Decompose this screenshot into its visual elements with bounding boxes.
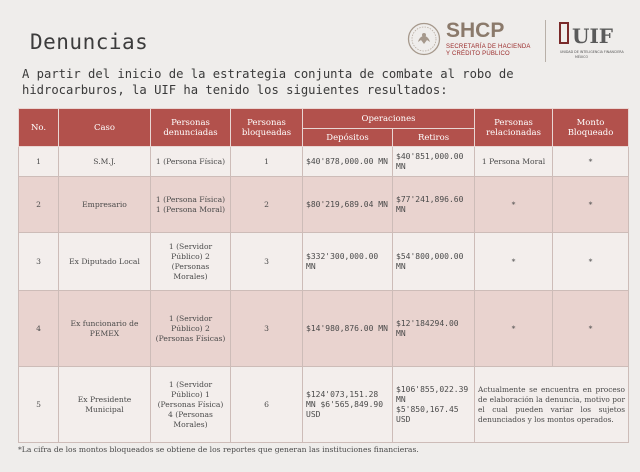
cell-caso: Empresario [59,177,151,233]
cell-relacionadas: * [475,291,553,367]
cell-depositos: $124'073,151.28 MN $6'565,849.90 USD [303,367,393,443]
cell-no: 1 [19,147,59,177]
cell-caso: Ex Diputado Local [59,233,151,291]
shcp-logo-subtitle [446,44,531,58]
cell-monto: * [553,147,629,177]
mexico-seal-icon [407,22,441,56]
uif-subtitle-line: UNIDAD DE INTELIGENCIA FINANCIERA [560,50,624,54]
cell-bloqueadas: 2 [231,177,303,233]
cell-depositos: $40'878,000.00 MN [303,147,393,177]
cell-denunciadas: 1 (Persona Física) 1 (Persona Moral) [151,177,231,233]
cell-monto: * [553,233,629,291]
table-row [19,147,629,177]
denuncias-table [18,108,629,443]
cell-relacionadas: * [475,233,553,291]
cell-retiros: $77'241,896.60 MN [393,177,475,233]
shcp-subtitle-line: SECRETARÍA DE HACIENDA [446,44,531,50]
header-monto-bloqueado: Monto Bloqueado [553,109,629,147]
cell-bloqueadas: 3 [231,291,303,367]
cell-caso: Ex funcionario de PEMEX [59,291,151,367]
cell-retiros: $12'184294.00 MN [393,291,475,367]
uif-subtitle-line: MÉXICO [575,55,589,59]
cell-depositos: $80'219,689.04 MN [303,177,393,233]
cell-no: 4 [19,291,59,367]
cell-retiros: $40'851,000.00 MN [393,147,475,177]
shcp-subtitle-line: Y CRÉDITO PÚBLICO [446,51,510,57]
cell-relacionadas: * [475,177,553,233]
cell-bloqueadas: 3 [231,233,303,291]
table-row [19,233,629,291]
cell-caso: S.M.J. [59,147,151,177]
cell-relacionadas: 1 Persona Moral [475,147,553,177]
cell-no: 5 [19,367,59,443]
cell-no: 3 [19,233,59,291]
table-row [19,291,629,367]
header-depositos: Depósitos [303,129,393,147]
cell-caso: Ex Presidente Municipal [59,367,151,443]
cell-monto: * [553,291,629,367]
table-row [19,367,629,443]
uif-logo-text: UIF [572,24,613,48]
cell-retiros: $54'800,000.00 MN [393,233,475,291]
cell-depositos: $332'300,000.00 MN [303,233,393,291]
cell-denunciadas: 1 (Persona Física) [151,147,231,177]
uif-logo [555,18,624,62]
cell-denunciadas: 1 (Servidor Público) 2 (Personas Morales) [151,233,231,291]
header-no: No. [19,109,59,147]
cell-denunciadas: 1 (Servidor Público) 2 (Personas Físicas) [151,291,231,367]
intro-paragraph: A partir del inicio de la estrategia conjunta de combate al robo de hidrocarburos, la UIF ha tenido los siguientes resultados: [22,67,514,97]
footnote: *La cifra de los montos bloqueados se obtiene de los reportes que generan las instituciones financieras. [18,445,419,454]
header-retiros: Retiros [393,129,475,147]
header-personas-denunciadas: Personas denunciadas [151,109,231,147]
cell-bloqueadas: 6 [231,367,303,443]
cell-no: 2 [19,177,59,233]
cell-retiros: $106'855,022.39 MN $5'850,167.45 USD [393,367,475,443]
header-caso: Caso [59,109,151,147]
header-personas-bloqueadas: Personas bloqueadas [231,109,303,147]
header-operaciones: Operaciones [303,109,475,129]
header-personas-relacionadas: Personas relacionadas [475,109,553,147]
table-row [19,177,629,233]
cell-depositos: $14'980,876.00 MN [303,291,393,367]
cell-bloqueadas: 1 [231,147,303,177]
shcp-logo-text: SHCP [446,19,505,42]
logo-divider [545,20,546,62]
cell-note: Actualmente se encuentra en proceso de elaboración la denuncia, motivo por el cual pueden variar los sujetos denunciados y los montos operados. [475,367,629,443]
cell-monto: * [553,177,629,233]
cell-denunciadas: 1 (Servidor Público) 1 (Personas Física) 4 (Personas Morales) [151,367,231,443]
page-title: Denuncias [30,30,149,54]
